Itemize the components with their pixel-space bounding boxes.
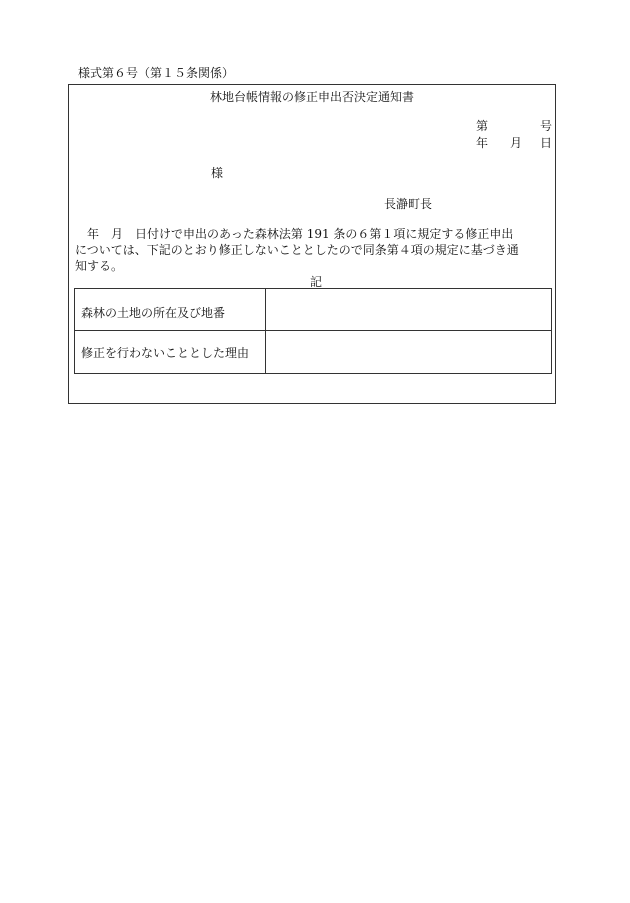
details-table	[74, 288, 552, 374]
cell-label-land-location: 森林の土地の所在及び地番	[81, 306, 226, 320]
issuer-name: 長瀞町長	[384, 197, 433, 211]
column-divider	[265, 331, 266, 373]
date-day: 日	[540, 136, 553, 150]
notice-body	[75, 226, 553, 274]
body-line: 知する。	[75, 259, 124, 273]
table-row	[75, 331, 551, 373]
cell-value-reason[interactable]	[271, 331, 547, 373]
date-year: 年	[476, 136, 489, 150]
column-divider	[265, 289, 266, 330]
number-prefix: 第	[476, 119, 489, 133]
record-heading: 記	[310, 275, 323, 289]
form-number-label: 様式第６号（第１５条関係）	[78, 66, 235, 80]
body-line: については、下記のとおり修正しないこととしたので同条第４項の規定に基づき通	[75, 243, 519, 257]
cell-value-land-location[interactable]	[271, 289, 547, 330]
table-row	[75, 289, 551, 331]
addressee-suffix: 様	[211, 166, 224, 180]
date-month: 月	[510, 136, 523, 150]
document-title: 林地台帳情報の修正申出否決定通知書	[209, 90, 414, 104]
cell-label-reason: 修正を行わないこととした理由	[81, 346, 250, 360]
notice-frame	[68, 84, 556, 404]
number-suffix: 号	[540, 119, 553, 133]
body-line: 年 月 日付けで申出のあった森林法第 191 条の６第１項に規定する修正申出	[87, 227, 514, 241]
